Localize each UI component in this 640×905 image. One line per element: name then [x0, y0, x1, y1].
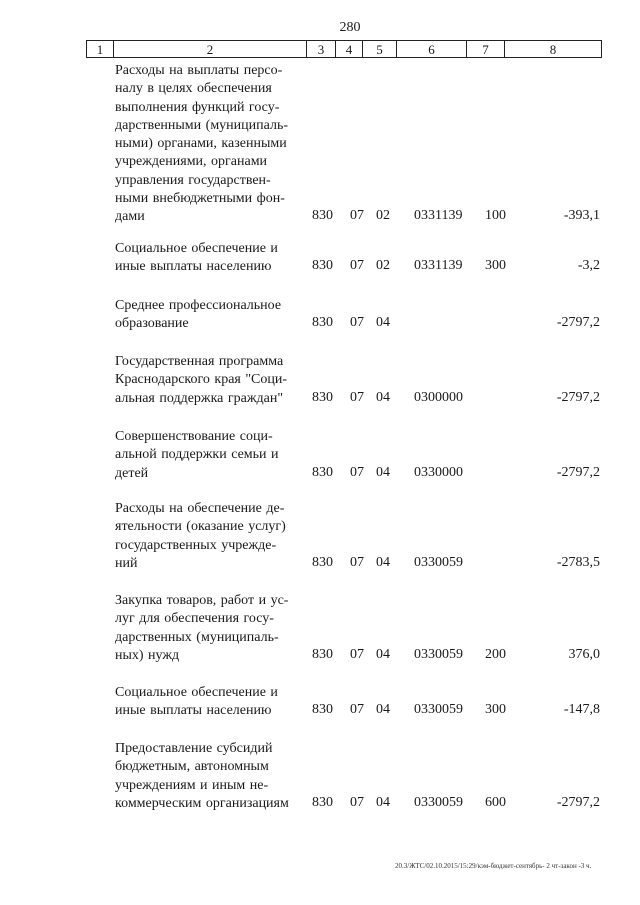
target-article-code: 0330059 — [414, 702, 463, 718]
subsection-code: 02 — [376, 208, 390, 224]
header-col-8: 8 — [549, 42, 557, 57]
ved-code: 830 — [312, 794, 333, 810]
description-line: иные выплаты населению — [115, 703, 272, 719]
target-article-code: 0330059 — [414, 554, 463, 570]
section-code: 07 — [350, 389, 364, 405]
description-line: дарственными (муниципаль- — [115, 117, 289, 133]
description-line: бюджетным, автономным — [115, 759, 269, 775]
description-line: Государственная программа — [115, 354, 284, 369]
row-description — [115, 353, 308, 408]
ved-code: 830 — [312, 646, 333, 662]
expense-type-code: 300 — [485, 702, 506, 718]
row-description — [115, 592, 308, 665]
target-article-code: 0330000 — [414, 464, 463, 480]
description-line: выполнения функций госу- — [115, 99, 280, 115]
description-line: Предоставление субсидий — [115, 741, 273, 756]
amount: 376,0 — [568, 646, 600, 662]
description-line: детей — [115, 465, 149, 481]
description-line: Среднее профессиональное — [115, 298, 282, 313]
target-article-code: 0330059 — [414, 794, 463, 810]
document-footer: 20.3/ЖТС/02.10.2015/15:29/кэм-бюджет-сентябрь- 2 чт-закон -3 ч. — [395, 862, 592, 870]
header-col-2: 2 — [114, 41, 307, 57]
amount: -2797,2 — [556, 794, 600, 810]
amount: -393,1 — [563, 208, 600, 224]
description-line: управления государствен- — [115, 172, 271, 188]
description-line: иные выплаты населению — [115, 259, 272, 275]
row-description — [115, 62, 308, 227]
description-line: Социальное обеспечение и — [115, 241, 278, 256]
expense-type-code: 300 — [485, 258, 506, 274]
subsection-code: 04 — [376, 554, 390, 570]
description-line: ными внебюджетными фон- — [115, 191, 285, 207]
description-line: государственных учрежде- — [115, 537, 277, 553]
section-code: 07 — [350, 208, 364, 224]
amount: -2797,2 — [556, 389, 600, 405]
table-header — [86, 40, 602, 58]
section-code: 07 — [350, 258, 364, 274]
description-line: коммерческим организациям — [115, 795, 289, 811]
ved-code: 830 — [312, 554, 333, 570]
header-col-5: 5 — [363, 41, 397, 57]
ved-code: 830 — [312, 208, 333, 224]
section-code: 07 — [350, 646, 364, 662]
description-line: альная поддержка граждан" — [115, 390, 284, 406]
amount: -2797,2 — [556, 464, 600, 480]
subsection-code: 04 — [376, 646, 390, 662]
row-description — [115, 740, 308, 813]
section-code: 07 — [350, 794, 364, 810]
ved-code: 830 — [312, 315, 333, 331]
header-col-4: 4 — [336, 41, 363, 57]
description-line: дарственных (муниципаль- — [115, 629, 279, 645]
amount: -147,8 — [563, 702, 600, 718]
description-line: ятельности (оказание услуг) — [115, 519, 286, 535]
subsection-code: 04 — [376, 702, 390, 718]
page-number: 280 — [339, 20, 361, 35]
description-line: ний — [115, 555, 138, 571]
description-line: учреждениям и иным не- — [115, 777, 269, 793]
description-line: ных) нужд — [115, 647, 180, 663]
amount: -3,2 — [577, 258, 600, 274]
section-code: 07 — [350, 315, 364, 331]
description-line: налу в целях обеспечения — [115, 81, 272, 97]
description-line: дами — [115, 209, 145, 225]
description-line: Расходы на обеспечение де- — [115, 501, 285, 516]
target-article-code: 0331139 — [414, 258, 463, 274]
description-line: Закупка товаров, работ и ус- — [115, 593, 289, 608]
row-description — [115, 684, 308, 721]
description-line: ными) органами, казенными — [115, 136, 287, 152]
subsection-code: 04 — [376, 389, 390, 405]
description-line: луг для обеспечения госу- — [115, 611, 274, 627]
target-article-code: 0331139 — [414, 208, 463, 224]
description-line: Социальное обеспечение и — [115, 685, 278, 700]
header-col-1: 1 — [87, 41, 114, 57]
subsection-code: 04 — [376, 794, 390, 810]
ved-code: 830 — [312, 258, 333, 274]
description-line: Краснодарского края "Соци- — [115, 372, 288, 388]
section-code: 07 — [350, 554, 364, 570]
subsection-code: 02 — [376, 258, 390, 274]
description-line: Расходы на выплаты персо- — [115, 63, 283, 78]
expense-type-code: 200 — [485, 646, 506, 662]
header-col-3: 3 — [307, 41, 336, 57]
subsection-code: 04 — [376, 464, 390, 480]
target-article-code: 0330059 — [414, 646, 463, 662]
row-description — [115, 428, 308, 483]
expense-type-code: 600 — [485, 794, 506, 810]
description-line: образование — [115, 316, 189, 332]
description-line: альной поддержки семьи и — [115, 447, 279, 463]
amount: -2783,5 — [556, 554, 600, 570]
header-col-6: 6 — [397, 41, 467, 57]
amount: -2797,2 — [556, 315, 600, 331]
ved-code: 830 — [312, 702, 333, 718]
expense-type-code: 100 — [485, 208, 506, 224]
section-code: 07 — [350, 464, 364, 480]
section-code: 07 — [350, 702, 364, 718]
subsection-code: 04 — [376, 315, 390, 331]
row-description — [115, 240, 308, 277]
row-description — [115, 297, 308, 334]
ved-code: 830 — [312, 389, 333, 405]
row-description — [115, 500, 308, 573]
header-col-7: 7 — [467, 41, 505, 57]
ved-code: 830 — [312, 464, 333, 480]
description-line: Совершенствование соци- — [115, 429, 273, 444]
description-line: учреждениями, органами — [115, 154, 268, 170]
target-article-code: 0300000 — [414, 389, 463, 405]
